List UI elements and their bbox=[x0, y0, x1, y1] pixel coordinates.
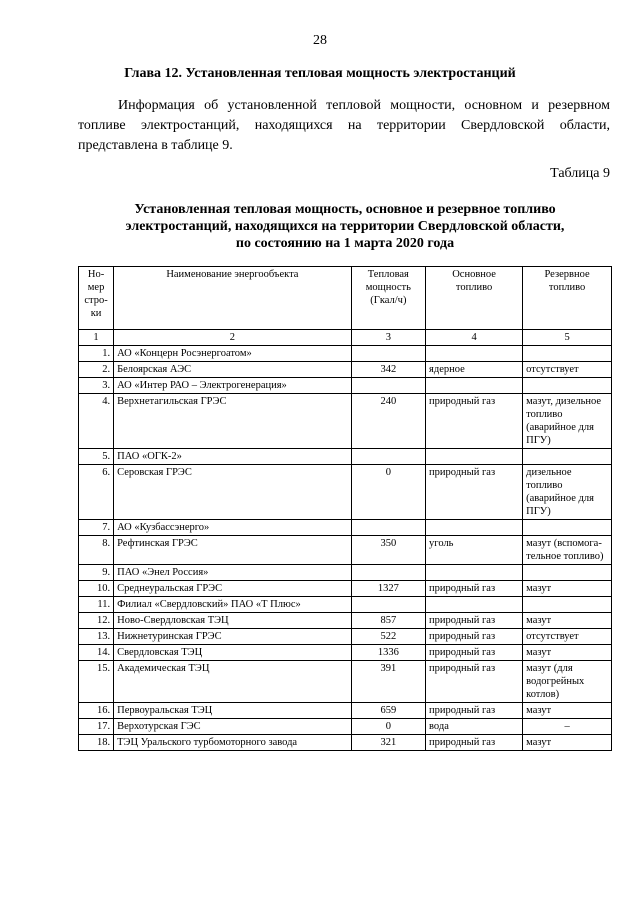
row-number-cell: 13. bbox=[79, 629, 114, 645]
reserve-fuel-cell: мазут, дизельное топливо (аварийное для ПГУ) bbox=[523, 394, 612, 449]
object-name-cell: АО «Интер РАО – Электрогенерация» bbox=[114, 378, 352, 394]
row-number-cell: 18. bbox=[79, 735, 114, 751]
reserve-fuel-cell: мазут bbox=[523, 645, 612, 661]
main-fuel-cell: природный газ bbox=[426, 629, 523, 645]
object-name-cell: ПАО «Энел Россия» bbox=[114, 565, 352, 581]
object-name-cell: Серовская ГРЭС bbox=[114, 465, 352, 520]
table-row bbox=[79, 346, 612, 362]
table-row bbox=[79, 565, 612, 581]
column-number: 2 bbox=[114, 330, 352, 346]
reserve-fuel-cell bbox=[523, 378, 612, 394]
thermal-power-cell bbox=[351, 520, 425, 536]
thermal-power-cell: 0 bbox=[351, 465, 425, 520]
thermal-power-cell bbox=[351, 449, 425, 465]
table-row bbox=[79, 613, 612, 629]
table-title-line: Установленная тепловая мощность, основное и резервное топливо bbox=[134, 202, 556, 217]
thermal-power-cell: 321 bbox=[351, 735, 425, 751]
reserve-fuel-cell bbox=[523, 565, 612, 581]
table-row bbox=[79, 629, 612, 645]
thermal-power-cell bbox=[351, 378, 425, 394]
row-number-cell: 1. bbox=[79, 346, 114, 362]
table-row bbox=[79, 378, 612, 394]
object-name-cell: Академическая ТЭЦ bbox=[114, 661, 352, 703]
reserve-fuel-cell: мазут bbox=[523, 581, 612, 597]
table-row bbox=[79, 735, 612, 751]
table-row bbox=[79, 465, 612, 520]
row-number-cell: 11. bbox=[79, 597, 114, 613]
thermal-power-cell: 1336 bbox=[351, 645, 425, 661]
thermal-power-cell: 350 bbox=[351, 536, 425, 565]
object-name-cell: Рефтинская ГРЭС bbox=[114, 536, 352, 565]
row-number-cell: 3. bbox=[79, 378, 114, 394]
thermal-power-cell: 522 bbox=[351, 629, 425, 645]
column-numbers-row bbox=[79, 330, 612, 346]
thermal-power-cell bbox=[351, 597, 425, 613]
table-title-line: электростанций, находящихся на территории Свердловской области, bbox=[125, 219, 565, 234]
object-name-cell: Первоуральская ТЭЦ bbox=[114, 703, 352, 719]
main-fuel-cell: природный газ bbox=[426, 394, 523, 449]
intro-paragraph: Информация об установленной тепловой мощности, основном и резервном топливе электростанций, находящихся на территории Свердловской области, представлена в таблице 9. bbox=[78, 98, 610, 153]
row-number-cell: 12. bbox=[79, 613, 114, 629]
object-name-cell: ПАО «ОГК-2» bbox=[114, 449, 352, 465]
reserve-fuel-cell: мазут bbox=[523, 703, 612, 719]
reserve-fuel-cell: мазут bbox=[523, 613, 612, 629]
row-number-cell: 17. bbox=[79, 719, 114, 735]
main-fuel-cell: ядерное bbox=[426, 362, 523, 378]
thermal-power-cell: 857 bbox=[351, 613, 425, 629]
table-row bbox=[79, 581, 612, 597]
reserve-fuel-cell: мазут (вспомога-тельное топливо) bbox=[523, 536, 612, 565]
page-number: 28 bbox=[313, 33, 327, 48]
object-name-cell: Белоярская АЭС bbox=[114, 362, 352, 378]
main-fuel-cell: природный газ bbox=[426, 645, 523, 661]
table-title-line: по состоянию на 1 марта 2020 года bbox=[235, 236, 455, 251]
reserve-fuel-cell: дизельное топливо (аварийное для ПГУ) bbox=[523, 465, 612, 520]
thermal-power-cell: 391 bbox=[351, 661, 425, 703]
thermal-power-cell: 342 bbox=[351, 362, 425, 378]
power-plants-table bbox=[78, 266, 612, 751]
row-number-cell: 7. bbox=[79, 520, 114, 536]
table-row bbox=[79, 645, 612, 661]
thermal-power-cell: 659 bbox=[351, 703, 425, 719]
object-name-cell: Ново-Свердловская ТЭЦ bbox=[114, 613, 352, 629]
object-name-cell: Верхнетагильская ГРЭС bbox=[114, 394, 352, 449]
table-title bbox=[90, 201, 600, 252]
object-name-cell: ТЭЦ Уральского турбомоторного завода bbox=[114, 735, 352, 751]
column-number: 4 bbox=[426, 330, 523, 346]
header-row-number: Но- мер стро- ки bbox=[79, 267, 114, 330]
table-row bbox=[79, 703, 612, 719]
column-number: 1 bbox=[79, 330, 114, 346]
main-fuel-cell: природный газ bbox=[426, 465, 523, 520]
main-fuel-cell: природный газ bbox=[426, 703, 523, 719]
reserve-fuel-cell: мазут (для водогрейных котлов) bbox=[523, 661, 612, 703]
object-name-cell: АО «Кузбассэнерго» bbox=[114, 520, 352, 536]
row-number-cell: 16. bbox=[79, 703, 114, 719]
row-number-cell: 4. bbox=[79, 394, 114, 449]
main-fuel-cell: уголь bbox=[426, 536, 523, 565]
object-name-cell: Нижнетуринская ГРЭС bbox=[114, 629, 352, 645]
main-fuel-cell: природный газ bbox=[426, 661, 523, 703]
reserve-fuel-cell bbox=[523, 346, 612, 362]
table-row bbox=[79, 394, 612, 449]
object-name-cell: Свердловская ТЭЦ bbox=[114, 645, 352, 661]
thermal-power-cell: 1327 bbox=[351, 581, 425, 597]
header-reserve-fuel: Резервное топливо bbox=[523, 267, 612, 330]
table-row bbox=[79, 449, 612, 465]
reserve-fuel-cell: – bbox=[523, 719, 612, 735]
row-number-cell: 10. bbox=[79, 581, 114, 597]
main-fuel-cell: природный газ bbox=[426, 581, 523, 597]
main-fuel-cell bbox=[426, 565, 523, 581]
reserve-fuel-cell bbox=[523, 597, 612, 613]
row-number-cell: 14. bbox=[79, 645, 114, 661]
table-row bbox=[79, 536, 612, 565]
table-row bbox=[79, 719, 612, 735]
main-fuel-cell: природный газ bbox=[426, 735, 523, 751]
header-object-name: Наименование энергообъекта bbox=[114, 267, 352, 330]
row-number-cell: 5. bbox=[79, 449, 114, 465]
thermal-power-cell bbox=[351, 565, 425, 581]
table-row bbox=[79, 520, 612, 536]
header-thermal-power: Тепловая мощность (Гкал/ч) bbox=[351, 267, 425, 330]
column-number: 5 bbox=[523, 330, 612, 346]
main-fuel-cell bbox=[426, 597, 523, 613]
main-fuel-cell bbox=[426, 449, 523, 465]
row-number-cell: 8. bbox=[79, 536, 114, 565]
reserve-fuel-cell bbox=[523, 449, 612, 465]
row-number-cell: 9. bbox=[79, 565, 114, 581]
thermal-power-cell bbox=[351, 346, 425, 362]
table-body bbox=[79, 346, 612, 751]
reserve-fuel-cell: мазут bbox=[523, 735, 612, 751]
object-name-cell: Среднеуральская ГРЭС bbox=[114, 581, 352, 597]
thermal-power-cell: 240 bbox=[351, 394, 425, 449]
column-number: 3 bbox=[351, 330, 425, 346]
main-fuel-cell bbox=[426, 346, 523, 362]
reserve-fuel-cell: отсутствует bbox=[523, 362, 612, 378]
table-label: Таблица 9 bbox=[550, 166, 610, 181]
table-row bbox=[79, 661, 612, 703]
object-name-cell: Верхотурская ГЭС bbox=[114, 719, 352, 735]
main-fuel-cell: природный газ bbox=[426, 613, 523, 629]
main-fuel-cell: вода bbox=[426, 719, 523, 735]
header-main-fuel: Основное топливо bbox=[426, 267, 523, 330]
main-fuel-cell bbox=[426, 520, 523, 536]
row-number-cell: 2. bbox=[79, 362, 114, 378]
table-row bbox=[79, 362, 612, 378]
object-name-cell: Филиал «Свердловский» ПАО «Т Плюс» bbox=[114, 597, 352, 613]
main-fuel-cell bbox=[426, 378, 523, 394]
thermal-power-cell: 0 bbox=[351, 719, 425, 735]
reserve-fuel-cell bbox=[523, 520, 612, 536]
row-number-cell: 6. bbox=[79, 465, 114, 520]
reserve-fuel-cell: отсутствует bbox=[523, 629, 612, 645]
row-number-cell: 15. bbox=[79, 661, 114, 703]
object-name-cell: АО «Концерн Росэнергоатом» bbox=[114, 346, 352, 362]
chapter-title: Глава 12. Установленная тепловая мощность электростанций bbox=[124, 66, 516, 81]
table-header-row bbox=[79, 267, 612, 330]
table-row bbox=[79, 597, 612, 613]
